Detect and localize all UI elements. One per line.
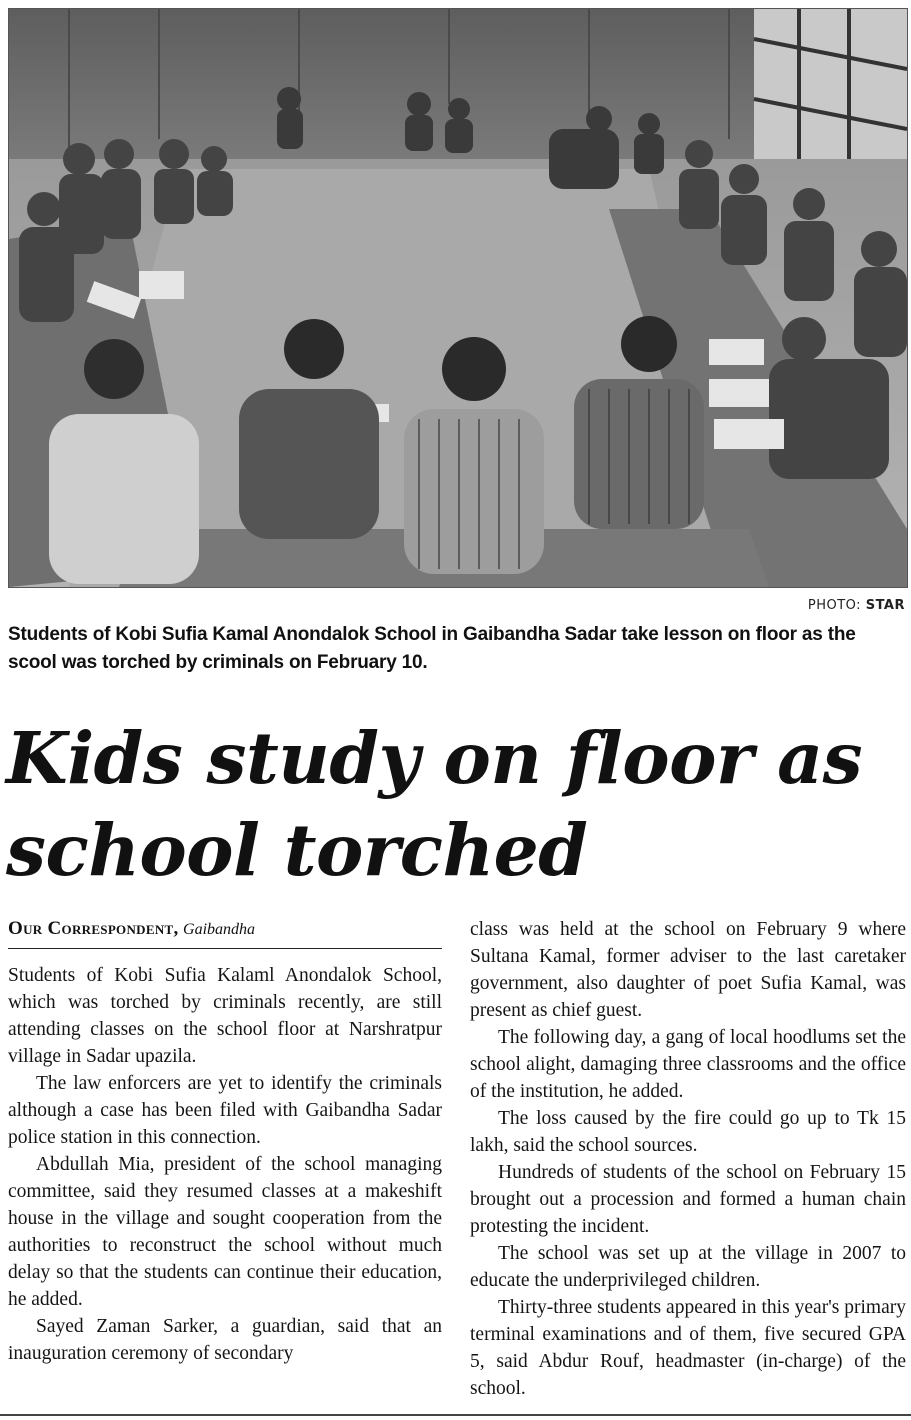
article-column-right [470,916,906,1402]
byline-author: Our Correspondent, [8,918,179,939]
paragraph: class was held at the school on February 9 where Sultana Kamal, former adviser to the last caretaker government, also daughter of poet Sufia Kamal, was present as chief guest. [470,919,906,1021]
headline: Kids study on floor as school torched [6,716,863,892]
article-column-left [8,962,442,1367]
paragraph: The school was set up at the village in 2007 to educate the underprivileged children. [470,1243,906,1291]
byline [8,918,442,949]
paragraph: Thirty-three students appeared in this year's primary terminal examinations and of them, five secured GPA 5, said Abdur Rouf, headmaster (in-charge) of the school. [470,1297,906,1399]
news-photo [8,8,908,588]
paragraph: The following day, a gang of local hoodlums set the school alight, damaging three classrooms and the office of the institution, he added. [470,1027,906,1102]
byline-location: Gaibandha [183,921,256,938]
bottom-rule [0,1414,911,1416]
photo-credit-prefix: PHOTO: [807,598,862,613]
photo-credit [808,598,905,613]
classroom-photo-illustration [9,9,907,587]
photo-credit-source: STAR [865,598,905,613]
paragraph: The loss caused by the fire could go up to Tk 15 lakh, said the school sources. [470,1108,906,1156]
paragraph: Abdullah Mia, president of the school managing committee, said they resumed classes at a makeshift house in the village and sought cooperation from the authorities to reconstruct the school without much delay so that the students can continue their education, he added. [8,1154,442,1310]
paragraph: Students of Kobi Sufia Kalaml Anondalok School, which was torched by criminals recently, are still attending classes on the school floor at Narshratpur village in Sadar upazila. [8,965,442,1067]
paragraph: Hundreds of students of the school on February 15 brought out a procession and formed a human chain protesting the incident. [470,1162,906,1237]
paragraph: Sayed Zaman Sarker, a guardian, said that an inauguration ceremony of secondary [8,1316,442,1364]
photo-caption: Students of Kobi Sufia Kamal Anondalok School in Gaibandha Sadar take lesson on floor as the scool was torched by criminals on February 10. [8,624,856,673]
paragraph: The law enforcers are yet to identify the criminals although a case has been filed with Gaibandha Sadar police station in this connection. [8,1073,442,1148]
